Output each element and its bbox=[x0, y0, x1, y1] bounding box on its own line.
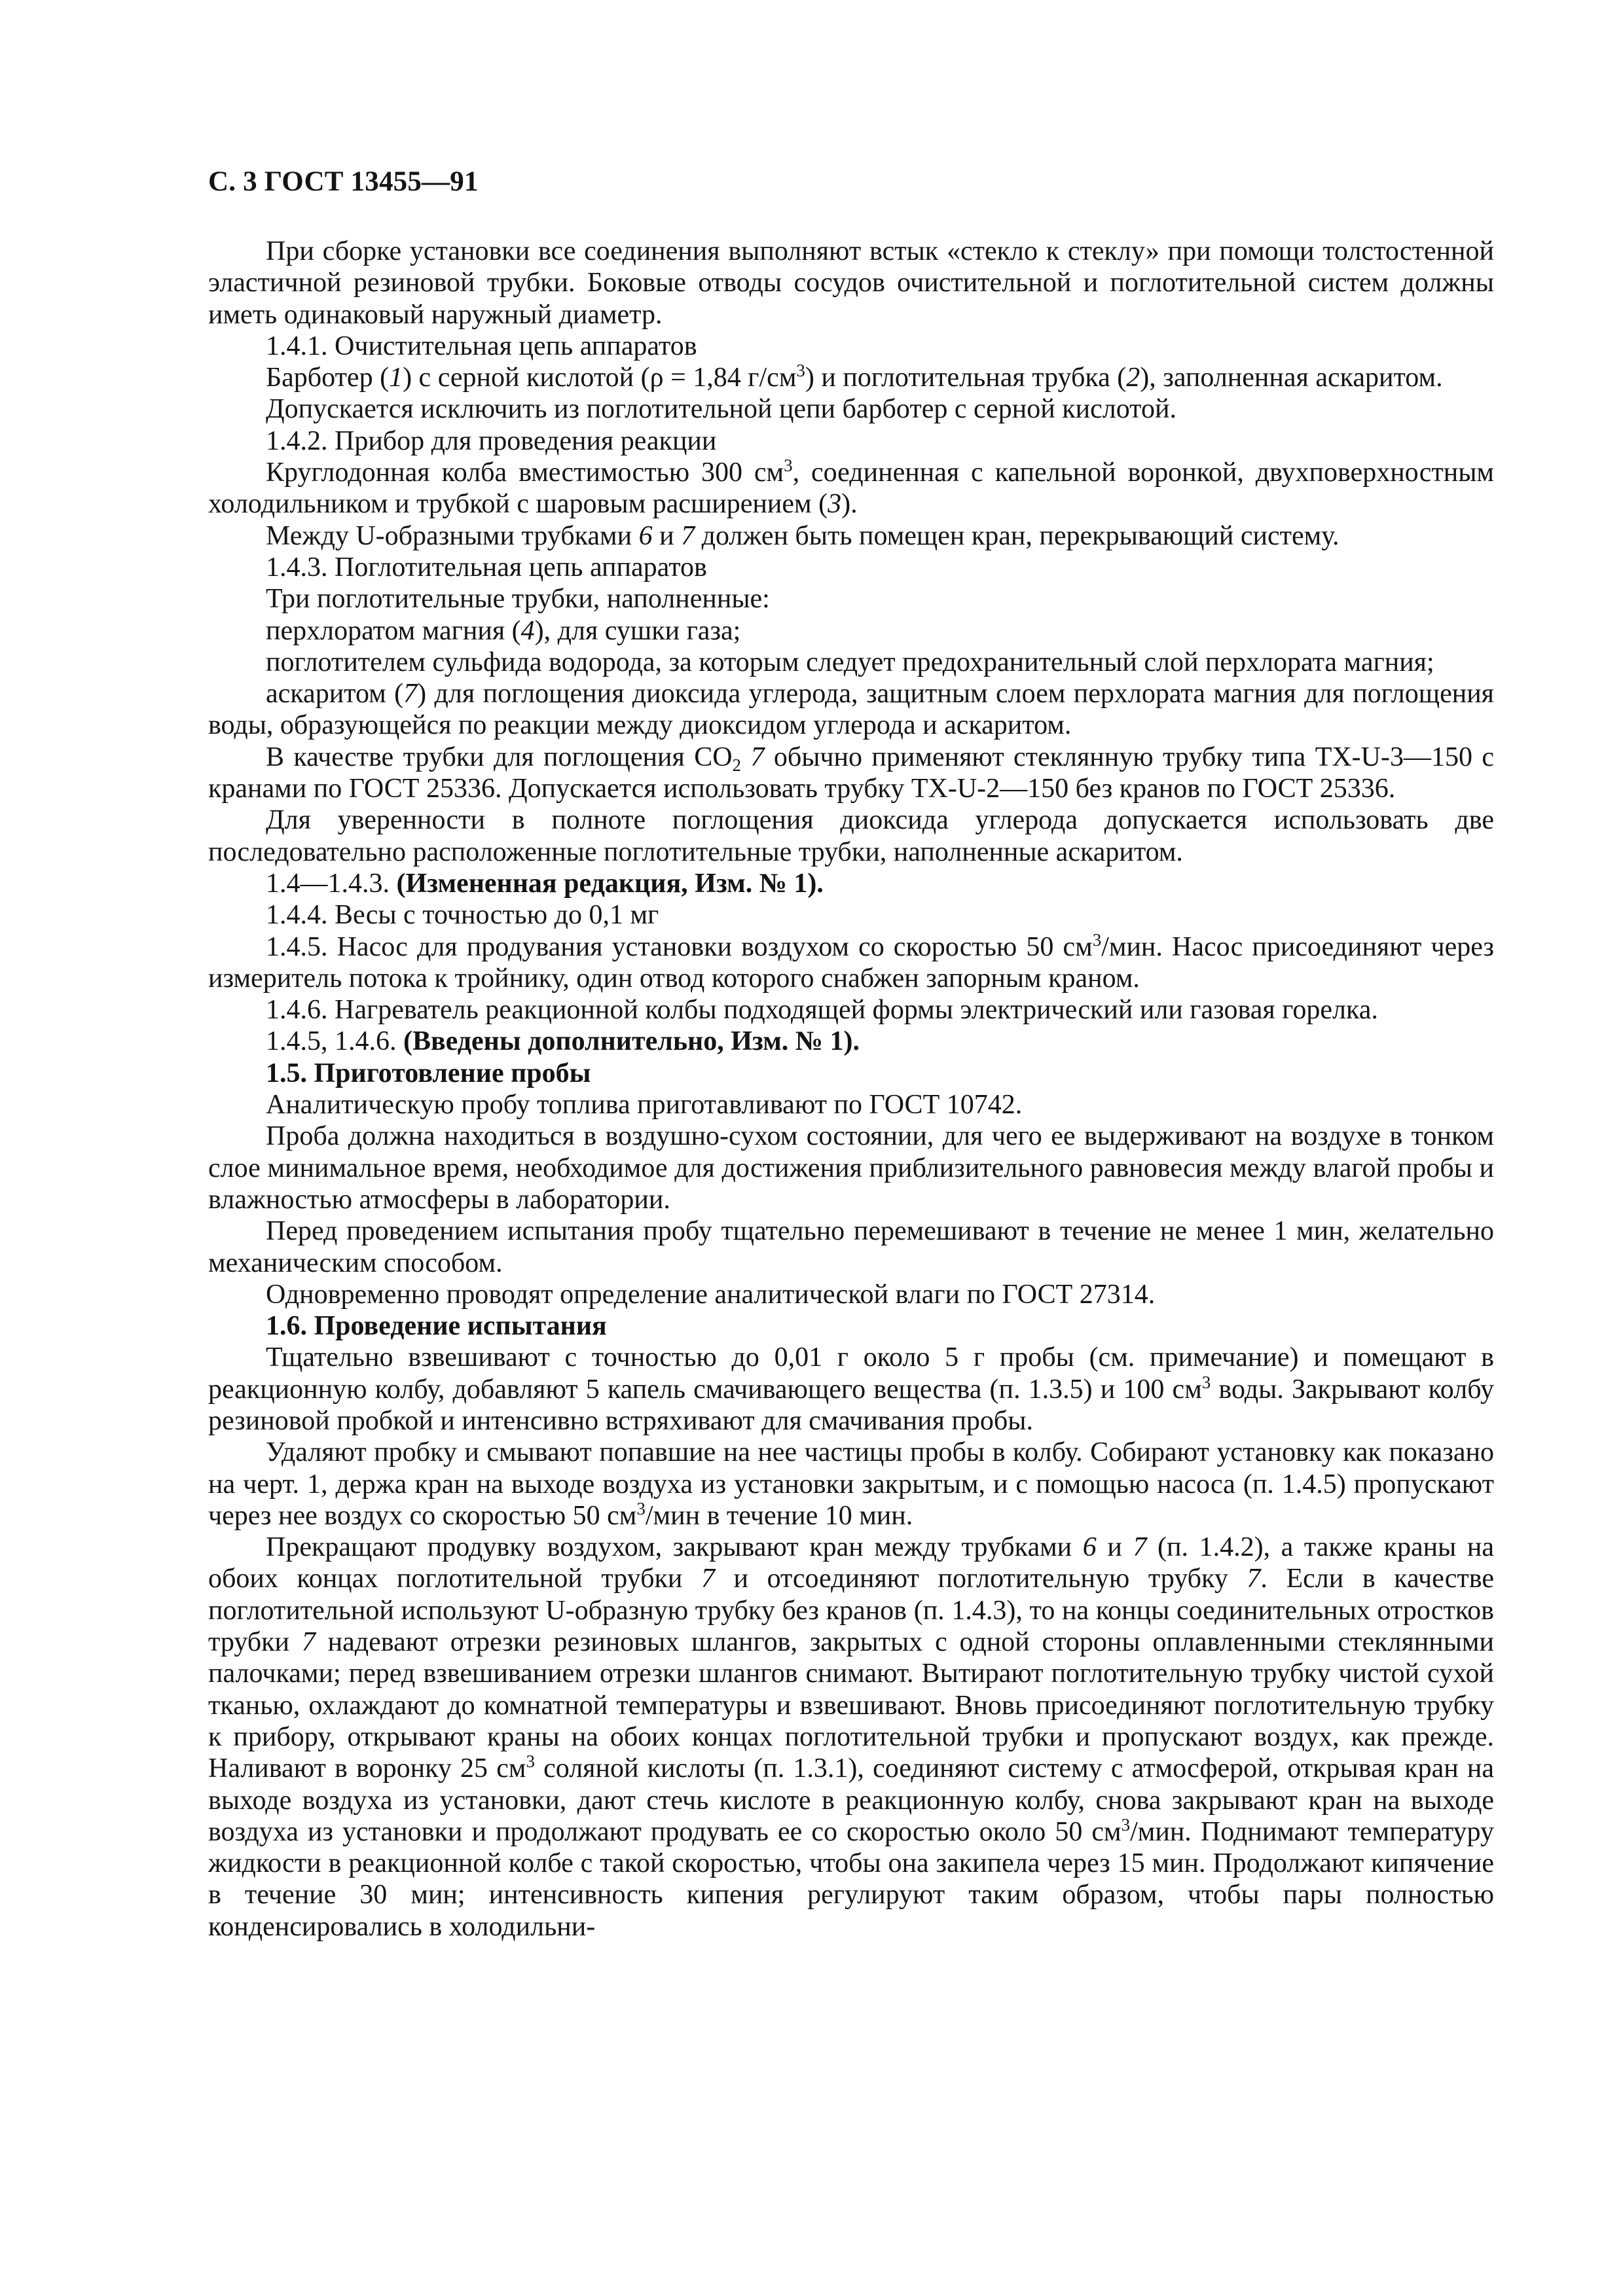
item-ref-6: 6 bbox=[1082, 1532, 1097, 1563]
amendment-note-2: 1.4.5, 1.4.6. (Введены дополнительно, Изм. № 1). bbox=[266, 1026, 860, 1057]
item-ref-4: 4 bbox=[520, 615, 535, 646]
item-ref-7: 7 bbox=[301, 1627, 316, 1658]
item-ref-7: 7 bbox=[1133, 1532, 1147, 1563]
item-ref-7: 7 bbox=[1247, 1564, 1261, 1594]
item-ref-7: 7 bbox=[741, 742, 765, 772]
item-ref-7: 7 bbox=[701, 1564, 715, 1594]
subsection-1-4-5: 1.4.5. Насос для продувания установки воздухом со скоростью 50 $см^3$/мин. Насос присоединяют через измеритель потока к тройнику, один отвод которого снабжен запорным краном. bbox=[208, 929, 1494, 994]
subsection-heading-1-4-2: 1.4.2. Прибор для проведения реакции bbox=[266, 425, 717, 456]
item-ref-7: 7 bbox=[403, 679, 418, 709]
paragraph-assembly-procedure: Удаляют пробку и смывают попавшие на нее частицы пробы в колбу. Собирают установку как показано на черт. 1, держа кран на выходе воздуха из установки закрытым, и с помощью насоса (п. 1.4.5) пропускают через нее воздух со скоростью 50 $см^3$/мин в течение 10 мин. bbox=[208, 1437, 1494, 1531]
paragraph-bubbler: Барботер (1) с серной кислотой (ρ = 1,84 $г/см^3$) и поглотительная трубка (2), заполненная аскаритом. bbox=[266, 361, 1443, 393]
paragraph-three-tubes: Три поглотительные трубки, наполненные: bbox=[266, 584, 770, 615]
list-item-sulfide-absorber: поглотителем сульфида водорода, за которым следует предохранительный слой перхлората магния; bbox=[266, 647, 1434, 677]
item-ref-1: 1 bbox=[389, 363, 403, 393]
item-ref-2: 2 bbox=[1126, 363, 1140, 393]
list-item-ascarite: аскаритом (7) для поглощения диоксида углерода, защитным слоем перхлората магния для поглощения воды, образующейся по реакции между диоксидом углерода и аскаритом. bbox=[208, 679, 1494, 741]
item-ref-7: 7 bbox=[681, 520, 695, 551]
paragraph-bubbler-exclusion: Допускается исключить из поглотительной цепи барботер с серной кислотой. bbox=[266, 394, 1176, 425]
document-body bbox=[208, 236, 1494, 1943]
subsection-heading-1-4-3: 1.4.3. Поглотительная цепь аппаратов bbox=[266, 552, 707, 583]
section-heading-1-6: 1.6. Проведение испытания bbox=[266, 1311, 607, 1342]
subsection-1-4-6: 1.4.6. Нагреватель реакционной колбы подходящей формы электрический или газовая горелка. bbox=[266, 995, 1378, 1026]
amendment-note-1: 1.4—1.4.3. (Измененная редакция, Изм. № 1). bbox=[266, 868, 824, 899]
page-header: С. 3 ГОСТ 13455—91 bbox=[208, 166, 479, 197]
item-ref-6: 6 bbox=[638, 520, 653, 551]
subsection-1-4-4: 1.4.4. Весы с точностью до 0,1 мг bbox=[266, 900, 659, 931]
paragraph-procedure-main: Прекращают продувку воздухом, закрывают кран между трубками 6 и 7 (п. 1.4.2), а также краны на обоих концах поглотительной трубки 7 и отсоединяют поглотительную трубку 7. Если в качестве поглотительной используют U-образную трубку без кранов (п. 1.4.3), то на концы соединительных отростков трубки 7 надевают отрезки резиновых шлангов, закрытых с одной стороны оплавленными стеклянными палочками; перед взвешиванием отрезки шлангов снимают. Вытирают поглотительную трубку чистой сухой тканью, охлаждают до комнатной температуры и взвешивают. Вновь присоединяют поглотительную трубку к прибору, открывают краны на обоих концах поглотительной трубки и пропускают воздух, как прежде. Наливают в воронку 25 $см^3$ соляной кислоты (п. 1.3.1), соединяют систему с атмосферой, открывая кран на выходе воздуха из установки, дают стечь кислоте в реакционную колбу, снова закрывают кран на выходе воздуха из установки и продолжают продувать ее со скоростью около 50 $см^3$/мин. Поднимают температуру жидкости в реакционной колбе с такой скоростью, чтобы она закипела через 15 мин. Продолжают кипячение в течение 30 мин; интенсивность кипения регулируют таким образом, чтобы пары полностью конденсировались в холодильни- bbox=[208, 1532, 1495, 1942]
list-item-perchlorate: перхлоратом магния (4), для сушки газа; bbox=[266, 615, 741, 646]
paragraph-mixing: Перед проведением испытания пробу тщательно перемешивают в течение не менее 1 мин, желательно механическим способом. bbox=[208, 1216, 1494, 1278]
paragraph-moisture: Одновременно проводят определение аналитической влаги по ГОСТ 27314. bbox=[266, 1279, 1156, 1310]
paragraph-flask: Круглодонная колба вместимостью 300 $см^3$, соединенная с капельной воронкой, двухповерхностным холодильником и трубкой с шаровым расширением (3). bbox=[208, 456, 1494, 520]
paragraph-co2-tube: В качестве трубки для поглощения $CO_2$ 7 обычно применяют стеклянную трубку типа ТХ-U-3—150 с кранами по ГОСТ 25336. Допускается использовать трубку ТХ-U-2—150 без кранов по ГОСТ 25336. bbox=[208, 742, 1495, 804]
paragraph-weighing: Тщательно взвешивают с точностью до 0,01 г около 5 г пробы (см. примечание) и помещают в реакционную колбу, добавляют 5 капель смачивающего вещества (п. 1.3.5) и 100 $см^3$ воды. Закрывают колбу резиновой пробкой и интенсивно встряхивают для смачивания пробы. bbox=[208, 1342, 1494, 1436]
subsection-heading-1-4-1: 1.4.1. Очистительная цепь аппаратов bbox=[266, 331, 697, 361]
paragraph-valve: Между U-образными трубками 6 и 7 должен быть помещен кран, перекрывающий систему. bbox=[266, 520, 1340, 551]
paragraph-air-dry: Проба должна находиться в воздушно-сухом состоянии, для чего ее выдерживают на воздухе в тонком слое минимальное время, необходимое для достижения приблизительного равновесия между влагой пробы и влажностью атмосферы в лаборатории. bbox=[208, 1121, 1494, 1215]
paragraph-two-tubes: Для уверенности в полноте поглощения диоксида углерода допускается использовать две последовательно расположенные поглотительные трубки, наполненные аскаритом. bbox=[208, 805, 1494, 867]
section-heading-1-5: 1.5. Приготовление пробы bbox=[266, 1058, 591, 1088]
paragraph-sample-prep: Аналитическую пробу топлива приготавливают по ГОСТ 10742. bbox=[266, 1090, 1023, 1121]
item-ref-3: 3 bbox=[828, 489, 842, 520]
paragraph-assembly: При сборке установки все соединения выполняют встык «стекло к стеклу» при помощи толстостенной эластичной резиновой трубки. Боковые отводы сосудов очистительной и поглотительной систем должны иметь одинаковый наружный диаметр. bbox=[208, 236, 1494, 330]
